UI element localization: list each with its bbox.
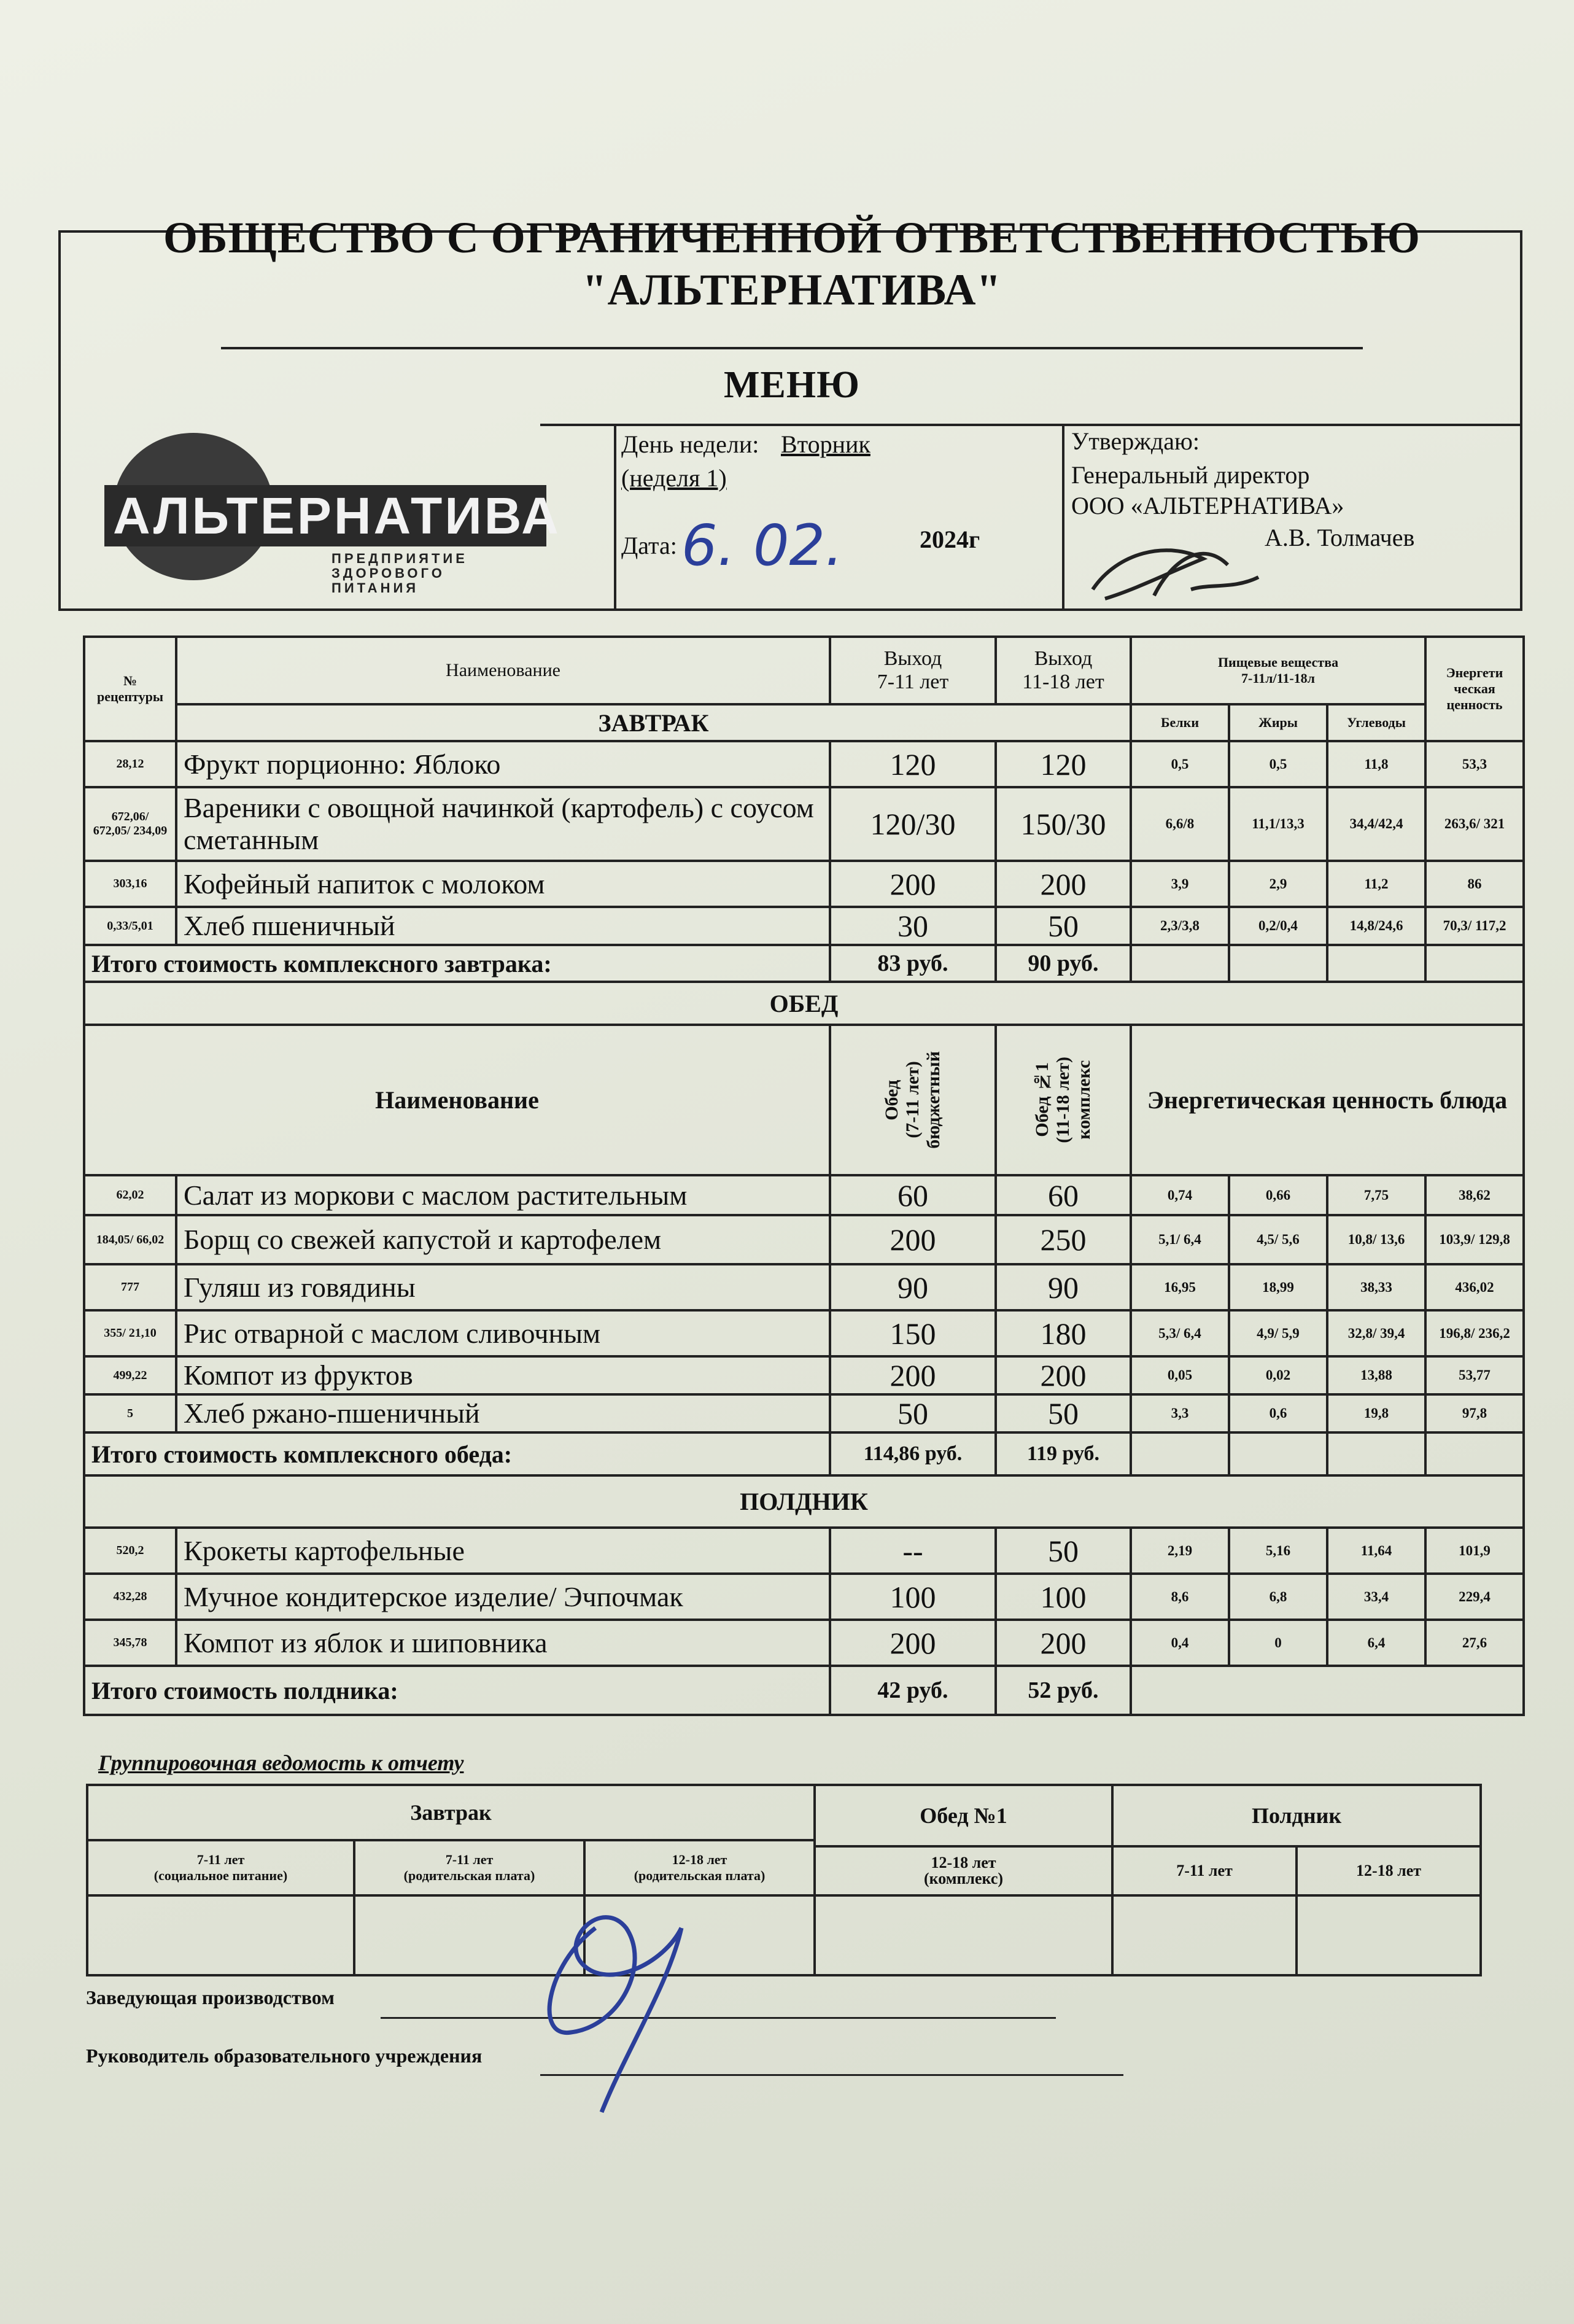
output-7-11: 60: [830, 1175, 996, 1215]
output-7-11: 200: [830, 1356, 996, 1394]
director-name: А.В. Толмачев: [1265, 524, 1415, 551]
logo-sub-line2: ЗДОРОВОГО: [331, 565, 445, 581]
output-7-11: 200: [830, 1620, 996, 1666]
date-handwritten: 6. 02.: [681, 513, 843, 578]
header-fats: Жиры: [1229, 704, 1327, 741]
output-7-11: --: [830, 1528, 996, 1574]
proteins: 0,05: [1131, 1356, 1229, 1394]
energy: 101,9: [1425, 1528, 1524, 1574]
lunch-total-label: Итого стоимость комплексного обеда:: [84, 1432, 830, 1475]
table-row: [84, 741, 1524, 787]
carbs: 32,8/ 39,4: [1327, 1310, 1425, 1356]
carbs: 11,2: [1327, 861, 1425, 907]
carbs: 13,88: [1327, 1356, 1425, 1394]
snack-total-7-11: 42 руб.: [830, 1666, 996, 1715]
fats: 5,16: [1229, 1528, 1327, 1574]
dish-name: Компот из фруктов: [176, 1356, 830, 1394]
fats: 11,1/13,3: [1229, 787, 1327, 861]
fats: 0,66: [1229, 1175, 1327, 1215]
menu-table: [83, 635, 1525, 1716]
output-11-18: 90: [996, 1264, 1131, 1310]
org-name-line1: ОБЩЕСТВО С ОГРАНИЧЕННОЙ ОТВЕТСТВЕННОСТЬЮ: [163, 213, 1421, 262]
section-snack: ПОЛДНИК: [84, 1475, 1524, 1528]
lunch-header-energy: Энергетическая ценность блюда: [1131, 1025, 1524, 1175]
report-cell: [1112, 1895, 1297, 1975]
output-7-11: 30: [830, 907, 996, 945]
energy: 53,3: [1425, 741, 1524, 787]
recipe-no: 5: [84, 1394, 176, 1432]
dish-name: Салат из моркови с маслом растительным: [176, 1175, 830, 1215]
proteins: 2,3/3,8: [1131, 907, 1229, 945]
energy: 97,8: [1425, 1394, 1524, 1432]
logo-subtitle: [331, 551, 552, 596]
recipe-no: 499,22: [84, 1356, 176, 1394]
recipe-no: 672,06/ 672,05/ 234,09: [84, 787, 176, 861]
org-name-line2: "АЛЬТЕРНАТИВА": [582, 265, 1002, 314]
lunch-header-11-18: Обед №1 (11-18 лет) комплекс: [996, 1025, 1131, 1175]
carbs: 38,33: [1327, 1264, 1425, 1310]
energy: 103,9/ 129,8: [1425, 1215, 1524, 1264]
output-11-18: 100: [996, 1574, 1131, 1620]
empty-cell: [1327, 1432, 1425, 1475]
header-col-divider-1: [614, 424, 616, 611]
proteins: 5,3/ 6,4: [1131, 1310, 1229, 1356]
energy: 436,02: [1425, 1264, 1524, 1310]
proteins: 3,9: [1131, 861, 1229, 907]
output-11-18: 50: [996, 907, 1131, 945]
lunch-total-11-18: 119 руб.: [996, 1432, 1131, 1475]
header-nutrients: Пищевые вещества 7-11л/11-18л: [1131, 637, 1425, 704]
recipe-no: 520,2: [84, 1528, 176, 1574]
report-title: Группировочная ведомость к отчету: [98, 1751, 464, 1775]
output-7-11: 200: [830, 861, 996, 907]
fats: 0,2/0,4: [1229, 907, 1327, 945]
report-s-12-18: 12-18 лет: [1297, 1846, 1481, 1895]
empty-cell: [1131, 1432, 1229, 1475]
carbs: 11,64: [1327, 1528, 1425, 1574]
fats: 2,9: [1229, 861, 1327, 907]
logo-sub-line1: ПРЕДПРИЯТИЕ: [331, 551, 468, 566]
breakfast-total-11-18: 90 руб.: [996, 945, 1131, 982]
dish-name: Вареники с овощной начинкой (картофель) с соусом сметанным: [176, 787, 830, 861]
proteins: 0,4: [1131, 1620, 1229, 1666]
breakfast-total-label: Итого стоимость комплексного завтрака:: [84, 945, 830, 982]
empty-cell: [1131, 945, 1229, 982]
empty-cell: [1229, 945, 1327, 982]
weekday-value: Вторник: [781, 430, 870, 458]
head-school-label: Руководитель образовательного учреждения: [86, 2045, 483, 2067]
proteins: 0,74: [1131, 1175, 1229, 1215]
energy: 229,4: [1425, 1574, 1524, 1620]
table-row: [84, 1175, 1524, 1215]
report-cell: [87, 1895, 354, 1975]
header-recipe-no: № рецептуры: [84, 637, 176, 741]
proteins: 2,19: [1131, 1528, 1229, 1574]
recipe-no: 62,02: [84, 1175, 176, 1215]
table-row: [84, 1528, 1524, 1574]
report-table: [86, 1784, 1482, 1976]
recipe-no: 432,28: [84, 1574, 176, 1620]
empty-cell: [1425, 945, 1524, 982]
title-underline: [221, 347, 1363, 349]
recipe-no: 777: [84, 1264, 176, 1310]
carbs: 19,8: [1327, 1394, 1425, 1432]
header-output-11-18: Выход 11-18 лет: [996, 637, 1131, 704]
report-cell: [1297, 1895, 1481, 1975]
report-s-7-11: 7-11 лет: [1112, 1846, 1297, 1895]
fats: 0,02: [1229, 1356, 1327, 1394]
report-cell: [815, 1895, 1112, 1975]
report-lunch: Обед №1: [815, 1785, 1112, 1846]
carbs: 6,4: [1327, 1620, 1425, 1666]
table-row: [84, 1620, 1524, 1666]
output-7-11: 150: [830, 1310, 996, 1356]
output-7-11: 200: [830, 1215, 996, 1264]
empty-cell: [1131, 1666, 1524, 1715]
output-11-18: 150/30: [996, 787, 1131, 861]
dish-name: Кофейный напиток с молоком: [176, 861, 830, 907]
output-11-18: 180: [996, 1310, 1131, 1356]
dish-name: Хлеб ржано-пшеничный: [176, 1394, 830, 1432]
table-row: [84, 787, 1524, 861]
approval-line3: ООО «АЛЬТЕРНАТИВА»: [1071, 492, 1344, 519]
menu-title: МЕНЮ: [724, 364, 860, 406]
header-divider: [540, 424, 1522, 426]
approval-line1: Утверждаю:: [1071, 427, 1200, 455]
dish-name: Рис отварной с маслом сливочным: [176, 1310, 830, 1356]
header-proteins: Белки: [1131, 704, 1229, 741]
recipe-no: 28,12: [84, 741, 176, 787]
recipe-no: 355/ 21,10: [84, 1310, 176, 1356]
snack-total-11-18: 52 руб.: [996, 1666, 1131, 1715]
energy: 263,6/ 321: [1425, 787, 1524, 861]
table-row: [84, 1310, 1524, 1356]
header-col-divider-2: [1062, 424, 1064, 611]
output-11-18: 200: [996, 1620, 1131, 1666]
snack-total-label: Итого стоимость полдника:: [84, 1666, 830, 1715]
dish-name: Хлеб пшеничный: [176, 907, 830, 945]
output-7-11: 50: [830, 1394, 996, 1432]
output-7-11: 100: [830, 1574, 996, 1620]
empty-cell: [1229, 1432, 1327, 1475]
director-signature: [1080, 516, 1265, 608]
energy: 27,6: [1425, 1620, 1524, 1666]
recipe-no: 184,05/ 66,02: [84, 1215, 176, 1264]
table-row: [84, 861, 1524, 907]
lunch-header-7-11: Обед (7-11 лет) бюджетный: [830, 1025, 996, 1175]
dish-name: Мучное кондитерское изделие/ Эчпочмак: [176, 1574, 830, 1620]
section-breakfast: ЗАВТРАК: [176, 704, 1131, 741]
output-7-11: 120/30: [830, 787, 996, 861]
dish-name: Борщ со свежей капустой и картофелем: [176, 1215, 830, 1264]
proteins: 16,95: [1131, 1264, 1229, 1310]
production-signature: [522, 1891, 743, 2137]
output-11-18: 60: [996, 1175, 1131, 1215]
carbs: 11,8: [1327, 741, 1425, 787]
recipe-no: 0,33/5,01: [84, 907, 176, 945]
header-name: Наименование: [176, 637, 830, 704]
lunch-total-7-11: 114,86 руб.: [830, 1432, 996, 1475]
date-label: Дата:: [621, 532, 677, 559]
table-row: [84, 1356, 1524, 1394]
report-l-12-18: 12-18 лет (комплекс): [815, 1846, 1112, 1895]
recipe-no: 303,16: [84, 861, 176, 907]
header-carbs: Углеводы: [1327, 704, 1425, 741]
carbs: 7,75: [1327, 1175, 1425, 1215]
report-b-12-18-parent: 12-18 лет (родительская плата): [584, 1840, 815, 1895]
output-11-18: 200: [996, 1356, 1131, 1394]
dish-name: Гуляш из говядины: [176, 1264, 830, 1310]
energy: 38,62: [1425, 1175, 1524, 1215]
fats: 0,6: [1229, 1394, 1327, 1432]
output-11-18: 120: [996, 741, 1131, 787]
fats: 18,99: [1229, 1264, 1327, 1310]
fats: 6,8: [1229, 1574, 1327, 1620]
recipe-no: 345,78: [84, 1620, 176, 1666]
proteins: 0,5: [1131, 741, 1229, 787]
energy: 86: [1425, 861, 1524, 907]
date-year: 2024г: [920, 526, 980, 553]
report-b-7-11-social: 7-11 лет (социальное питание): [87, 1840, 354, 1895]
energy: 70,3/ 117,2: [1425, 907, 1524, 945]
header-energy: Энергети ческая ценность: [1425, 637, 1524, 741]
head-production-label: Заведующая производством: [86, 1986, 335, 2008]
dish-name: Крокеты картофельные: [176, 1528, 830, 1574]
weekday-label: День недели:: [621, 430, 759, 458]
proteins: 3,3: [1131, 1394, 1229, 1432]
logo-wordmark: АЛЬТЕРНАТИВА: [104, 485, 546, 546]
report-b-7-11-parent: 7-11 лет (родительская плата): [354, 1840, 584, 1895]
proteins: 6,6/8: [1131, 787, 1229, 861]
dish-name: Фрукт порционно: Яблоко: [176, 741, 830, 787]
logo-sub-line3: ПИТАНИЯ: [331, 580, 419, 596]
output-11-18: 200: [996, 861, 1131, 907]
week-number: (неделя 1): [621, 464, 727, 492]
fats: 4,9/ 5,9: [1229, 1310, 1327, 1356]
carbs: 10,8/ 13,6: [1327, 1215, 1425, 1264]
output-7-11: 90: [830, 1264, 996, 1310]
proteins: 5,1/ 6,4: [1131, 1215, 1229, 1264]
output-7-11: 120: [830, 741, 996, 787]
output-11-18: 250: [996, 1215, 1131, 1264]
carbs: 14,8/24,6: [1327, 907, 1425, 945]
table-row: [84, 1215, 1524, 1264]
energy: 196,8/ 236,2: [1425, 1310, 1524, 1356]
lunch-header-name: Наименование: [84, 1025, 830, 1175]
dish-name: Компот из яблок и шиповника: [176, 1620, 830, 1666]
breakfast-total-7-11: 83 руб.: [830, 945, 996, 982]
section-lunch: ОБЕД: [84, 982, 1524, 1025]
table-row: [84, 907, 1524, 945]
approval-line2: Генеральный директор: [1071, 461, 1310, 489]
table-row: [84, 1394, 1524, 1432]
proteins: 8,6: [1131, 1574, 1229, 1620]
report-snack: Полдник: [1112, 1785, 1481, 1846]
empty-cell: [1425, 1432, 1524, 1475]
table-row: [84, 1264, 1524, 1310]
fats: 4,5/ 5,6: [1229, 1215, 1327, 1264]
header-output-7-11: Выход 7-11 лет: [830, 637, 996, 704]
report-breakfast: Завтрак: [87, 1785, 815, 1840]
output-11-18: 50: [996, 1528, 1131, 1574]
table-row: [84, 1574, 1524, 1620]
empty-cell: [1327, 945, 1425, 982]
carbs: 34,4/42,4: [1327, 787, 1425, 861]
carbs: 33,4: [1327, 1574, 1425, 1620]
fats: 0: [1229, 1620, 1327, 1666]
output-11-18: 50: [996, 1394, 1131, 1432]
energy: 53,77: [1425, 1356, 1524, 1394]
fats: 0,5: [1229, 741, 1327, 787]
